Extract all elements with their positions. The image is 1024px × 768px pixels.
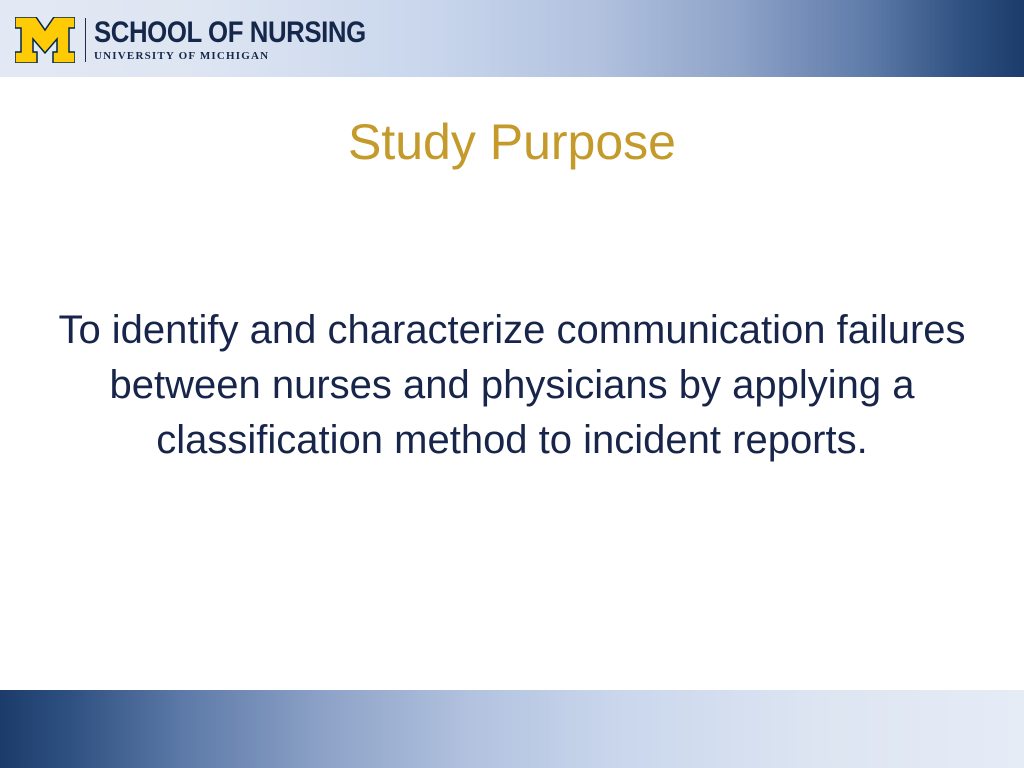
logo-title: SCHOOL OF NURSING (94, 15, 366, 49)
logo-subtitle: UNIVERSITY OF MICHIGAN (94, 49, 270, 62)
logo-divider (85, 18, 86, 62)
school-logo (15, 15, 410, 65)
footer-banner (0, 690, 1024, 768)
slide-body-text: To identify and characterize communication failures between nurses and physicians by applying a classification method to incident reports. (58, 308, 966, 462)
slide-title: Study Purpose (348, 114, 676, 170)
wordmark (94, 15, 410, 63)
header-banner (0, 0, 1024, 77)
block-m-icon (15, 17, 75, 63)
